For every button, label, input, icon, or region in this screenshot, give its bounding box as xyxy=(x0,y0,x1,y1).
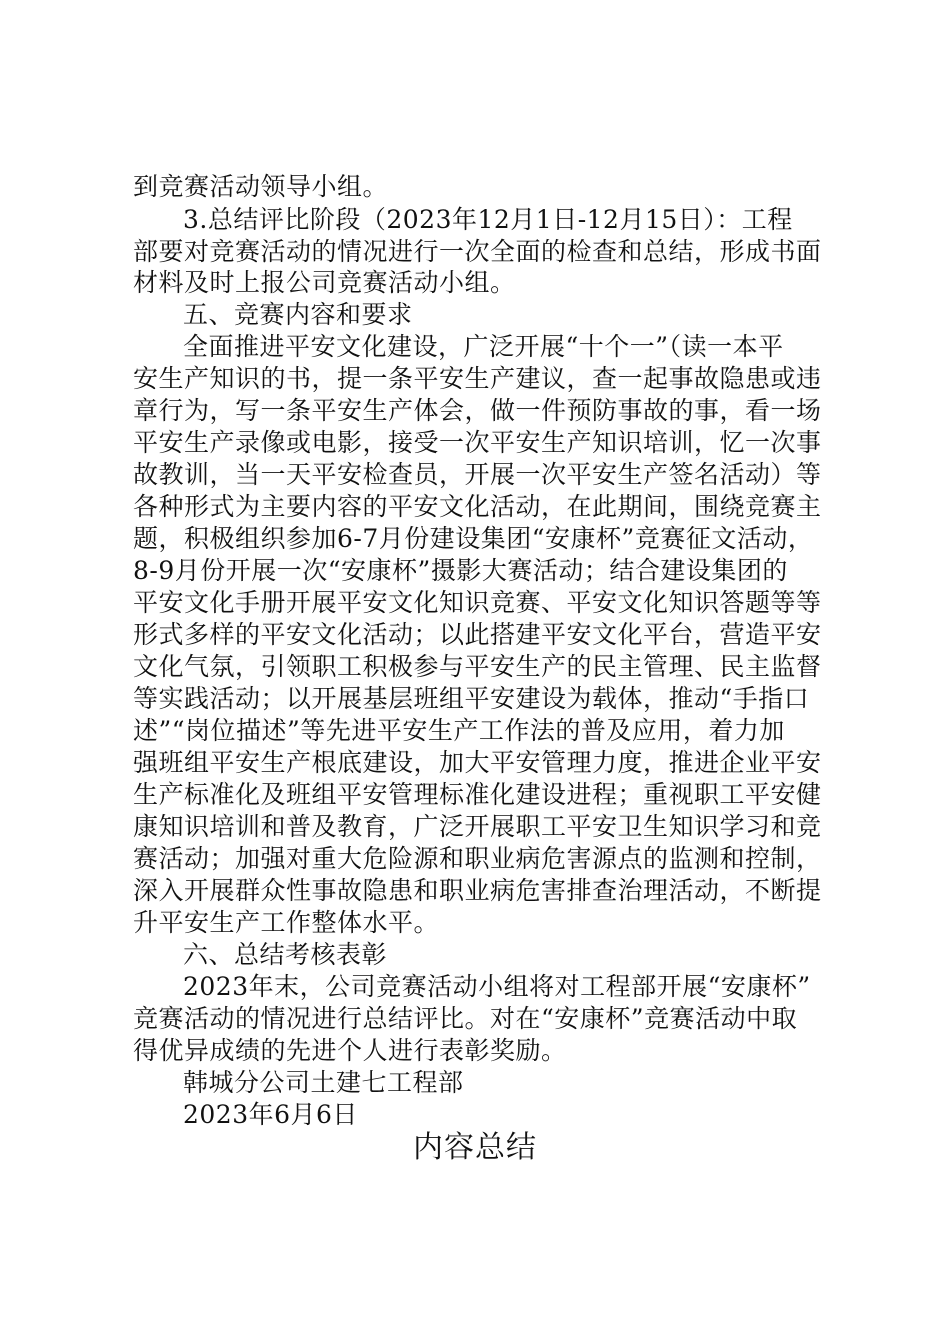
section-heading: 六、总结考核表彰 xyxy=(183,940,388,969)
text-line: 章行为，写一条平安生产体会，做一件预防事故的事，看一场 xyxy=(133,396,822,425)
text-line: 形式多样的平安文化活动；以此搭建平安文化平台，营造平安 xyxy=(133,620,822,649)
text-line: 生产标准化及班组平安管理标准化建设进程；重视职工平安健 xyxy=(133,780,822,809)
text-line: 全面推进平安文化建设，广泛开展“十个一”（读一本平 xyxy=(183,332,784,361)
text-line: 赛活动；加强对重大危险源和职业病危害源点的监测和控制， xyxy=(133,844,822,873)
text-line: 8-9月份开展一次“安康杯”摄影大赛活动；结合建设集团的 xyxy=(133,556,788,585)
text-line: 等实践活动；以开展基层班组平安建设为载体，推动“手指口 xyxy=(133,684,810,713)
text-line: 3.总结评比阶段（2023年12月1日-12月15日）：工程 xyxy=(183,205,793,234)
text-line: 康知识培训和普及教育，广泛开展职工平安卫生知识学习和竞 xyxy=(133,812,822,841)
section-heading: 五、竞赛内容和要求 xyxy=(183,300,413,329)
signature-date: 2023年6月6日 xyxy=(183,1100,358,1129)
text-line: 故教训，当一天平安检查员，开展一次平安生产签名活动）等 xyxy=(133,460,822,489)
text-line: 强班组平安生产根底建设，加大平安管理力度，推进企业平安 xyxy=(133,748,822,777)
text-line: 各种形式为主要内容的平安文化活动，在此期间，围绕竞赛主 xyxy=(133,492,822,521)
text-line: 材料及时上报公司竞赛活动小组。 xyxy=(133,268,516,297)
text-line: 部要对竞赛活动的情况进行一次全面的检查和总结，形成书面 xyxy=(133,237,822,266)
text-line: 得优异成绩的先进个人进行表彰奖励。 xyxy=(133,1036,567,1065)
text-line: 述”“岗位描述”等先进平安生产工作法的普及应用，着力加 xyxy=(133,716,785,745)
signature-organization: 韩城分公司土建七工程部 xyxy=(183,1068,464,1097)
text-line: 2023年末，公司竞赛活动小组将对工程部开展“安康杯” xyxy=(183,972,811,1001)
summary-title: 内容总结 xyxy=(413,1130,537,1165)
text-line: 安生产知识的书，提一条平安生产建议，查一起事故隐患或违 xyxy=(133,364,822,393)
text-line: 题，积极组织参加6-7月份建设集团“安康杯”竞赛征文活动， xyxy=(133,524,814,553)
text-line: 平安生产录像或电影，接受一次平安生产知识培训，忆一次事 xyxy=(133,428,822,457)
text-line: 深入开展群众性事故隐患和职业病危害排查治理活动，不断提 xyxy=(133,876,822,905)
text-line: 到竞赛活动领导小组。 xyxy=(133,172,389,201)
text-line: 文化气氛，引领职工积极参与平安生产的民主管理、民主监督 xyxy=(133,652,822,681)
text-line: 平安文化手册开展平安文化知识竞赛、平安文化知识答题等等 xyxy=(133,588,822,617)
text-line: 竞赛活动的情况进行总结评比。对在“安康杯”竞赛活动中取 xyxy=(133,1004,798,1033)
text-line: 升平安生产工作整体水平。 xyxy=(133,908,440,937)
